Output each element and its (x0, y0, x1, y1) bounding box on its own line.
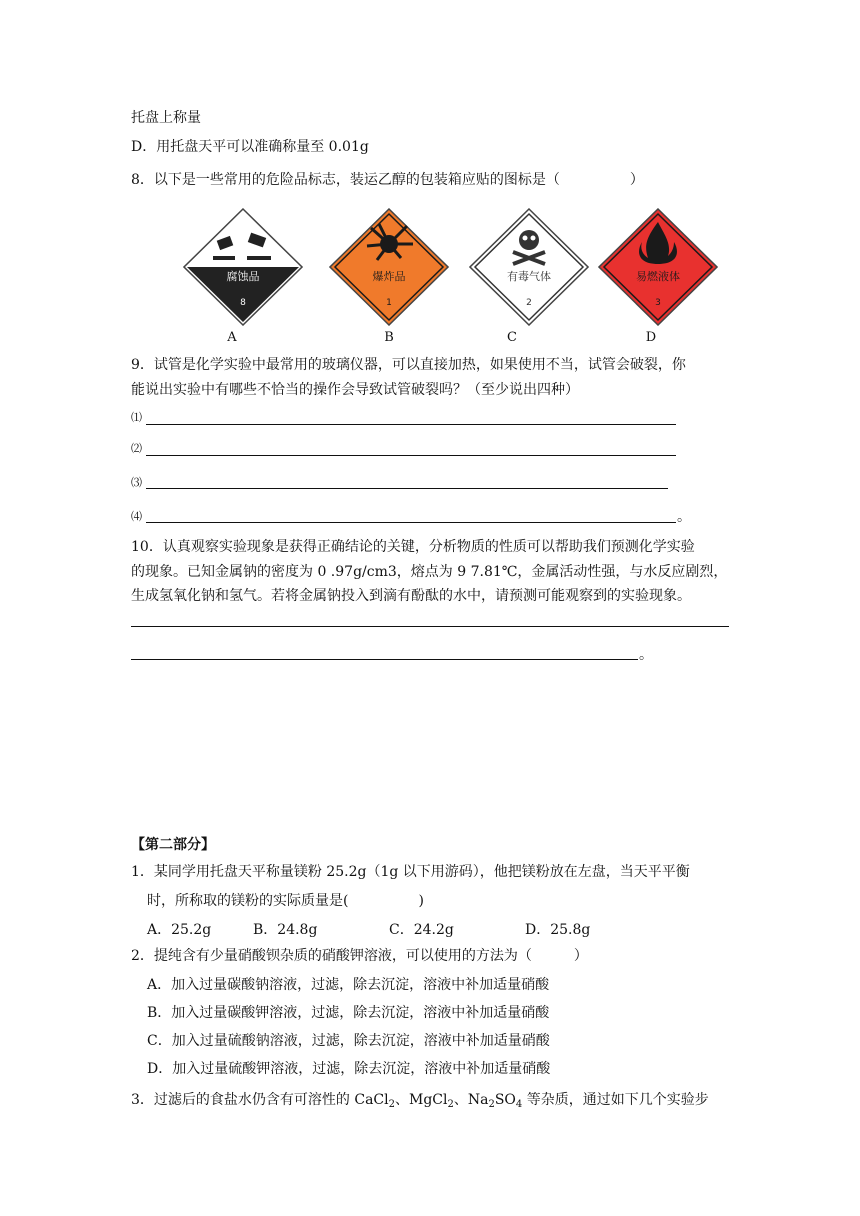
answer-line-2 (131, 659, 638, 660)
blank-2-label: ⑵ (131, 442, 142, 455)
sign-number: 2 (526, 298, 532, 308)
p2-q1-option-d: D．25.8g (525, 922, 591, 938)
sign-text: 腐蚀品 (226, 270, 260, 283)
blank-1-line (146, 424, 676, 425)
p2-question-2: 2．提纯含有少量硝酸钡杂质的硝酸钾溶液，可以使用的方法为（ ） (131, 948, 588, 964)
sign-number: 1 (386, 298, 392, 308)
hazard-sign-b (329, 208, 449, 326)
sign-number: 8 (240, 298, 246, 308)
blank-3-label: ⑶ (131, 476, 142, 489)
question-10-line-1: 10．认真观察实验现象是获得正确结论的关键，分析物质的性质可以帮助我们预测化学实验 (131, 539, 695, 555)
blank-1-label: ⑴ (131, 411, 142, 424)
blank-3-line (146, 488, 668, 489)
p2-q2-option-c: C．加入过量硫酸钠溶液，过滤，除去沉淀，溶液中补加适量硝酸 (147, 1033, 550, 1049)
question-9-line-1: 9．试管是化学实验中最常用的玻璃仪器，可以直接加热，如果使用不当，试管会破裂，你 (131, 357, 686, 373)
hazard-sign-d (598, 208, 718, 326)
p2-q2-option-a: A．加入过量碳酸钠溶液，过滤，除去沉淀，溶液中补加适量硝酸 (147, 977, 550, 993)
p2-question-1-line-2: 时，所称取的镁粉的实际质量是( ) (147, 893, 424, 909)
p2-question-1-line-1: 1．某同学用托盘天平称量镁粉 25.2g（1g 以下用游码），他把镁粉放在左盘，当天平平衡 (131, 864, 690, 880)
question-9-line-2: 能说出实验中有哪些不恰当的操作会导致试管破裂吗？（至少说出四种） (131, 382, 579, 398)
answer-end: 。 (639, 647, 653, 663)
sign-label-c: C (507, 330, 517, 345)
blank-4-line (146, 522, 676, 523)
sign-text: 易燃液体 (636, 270, 680, 283)
blank-2-line (146, 455, 676, 456)
p2-q2-option-b: B．加入过量碳酸钾溶液，过滤，除去沉淀，溶液中补加适量硝酸 (147, 1005, 550, 1021)
question-10-line-3: 生成氢氧化钠和氢气。若将金属钠投入到滴有酚酞的水中，请预测可能观察到的实验现象。 (131, 588, 691, 604)
sign-label-a: A (227, 330, 237, 345)
p2-q1-option-c: C．24.2g (389, 922, 454, 938)
p2-q1-option-b: B．24.8g (253, 922, 318, 938)
option-d: D．用托盘天平可以准确称量至 0.01g (131, 139, 369, 155)
question-10-line-2: 的现象。已知金属钠的密度为 0 .97g/cm3，熔点为 9 7.81℃，金属活动性强，与水反应剧烈， (131, 564, 728, 580)
answer-line-1 (131, 626, 729, 627)
continued-text: 托盘上称量 (131, 110, 201, 126)
p2-q1-option-a: A．25.2g (147, 922, 212, 938)
hazard-sign-a (183, 208, 303, 326)
sign-label-b: B (384, 330, 394, 345)
blank-4-label: ⑷ (131, 510, 142, 523)
hazard-sign-c (469, 208, 589, 326)
sign-text: 爆炸品 (372, 270, 406, 283)
sign-number: 3 (655, 298, 661, 308)
question-8: 8．以下是一些常用的危险品标志，装运乙醇的包装箱应贴的图标是（ ） (131, 172, 644, 188)
blank-4-end: 。 (677, 509, 691, 525)
sign-label-d: D (645, 330, 657, 345)
p2-question-3: 3．过滤后的食盐水仍含有可溶性的 CaCl$_2$、MgCl$_2$、$Na_2SO_4$ 等杂质，通过如下几个实验步 (131, 1092, 709, 1110)
p2-q2-option-d: D．加入过量硫酸钾溶液，过滤，除去沉淀，溶液中补加适量硝酸 (147, 1061, 551, 1077)
sign-text: 有毒气体 (507, 270, 551, 283)
section-heading: 【第二部分】 (131, 837, 215, 853)
